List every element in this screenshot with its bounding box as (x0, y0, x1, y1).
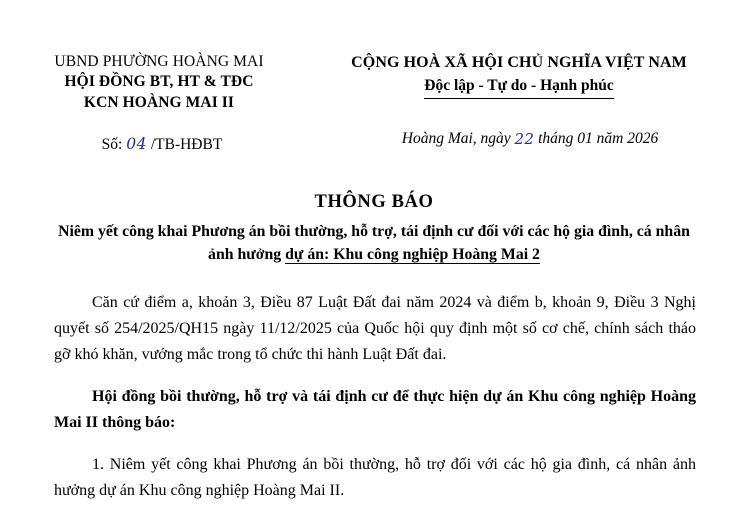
page-title: THÔNG BÁO (314, 192, 434, 213)
title-subtitle (40, 221, 708, 266)
document-number-label: Số: (101, 136, 123, 154)
title-subtitle-line-1: Niêm yết công khai Phương án bồi thường, hỗ trợ, tái định cư đối với các hộ gia (58, 223, 595, 241)
authority-line-3: KCN HOÀNG MAI II (83, 93, 235, 111)
document-body (0, 290, 748, 503)
national-motto: Độc lập - Tự do - Hạnh phúc (424, 74, 613, 99)
issuing-authority-block (0, 52, 300, 154)
paragraph-item-1: 1. Niêm yết công khai Phương án bồi thường, hỗ trợ đối với các hộ gia đình, cá nhân ảnh hưởng dự án Khu công nghiệp Hoàng Mai II. (54, 455, 696, 499)
title-subtitle-line-2-prefix: đình, cá nhân ảnh hưởng (208, 223, 690, 263)
date-day-value: 22 (514, 129, 535, 148)
authority-line-1: UBND PHƯỜNG HOÀNG MAI (54, 53, 264, 70)
place-date-line (300, 129, 738, 148)
place-date-prefix: Hoàng Mai, ngày (401, 129, 511, 147)
document-number-suffix: /TB-HĐBT (150, 136, 223, 154)
document-header (0, 0, 748, 154)
paragraph-council-announcement (54, 384, 696, 436)
authority-line-2: HỘI ĐỒNG BT, HT & TĐC (64, 73, 254, 91)
title-project-name: dự án: Khu công nghiệp Hoàng Mai 2 (285, 245, 540, 263)
place-date-suffix: tháng 01 năm 2026 (538, 129, 659, 147)
national-heading-block (300, 52, 748, 148)
document-number-value: 04 (126, 135, 147, 154)
document-number-line (18, 135, 300, 154)
national-title: CỘNG HOÀ XÃ HỘI CHỦ NGHĨA VIỆT NAM (351, 54, 687, 71)
paragraph-legal-basis: Căn cứ điểm a, khoản 3, Điều 87 Luật Đất đai năm 2024 và điểm b, khoản 9, Điều 3 Nghị quyết số 254/2025/QH15 ngày 11/12/2025 của Quốc hội quy định một số cơ chế, chính sách tháo gỡ khó khăn, vướng mắc trong tổ chức thi hành Luật Đất đai. (54, 294, 696, 364)
document-title-block (0, 192, 748, 266)
paragraph-council-announcement-text: Hội đồng bồi thường, hỗ trợ và tái định cư để thực hiện dự án Khu công nghiệp Hoàng Mai II thông báo: (54, 387, 696, 431)
